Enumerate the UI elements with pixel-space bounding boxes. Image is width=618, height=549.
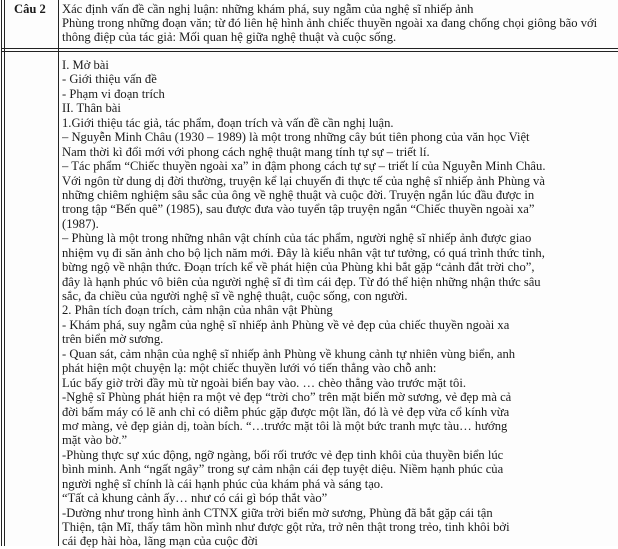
answer-line: mặt vào bờ.” [62,433,128,448]
answer-text [62,58,614,549]
answer-line: sắc, đa chiều của người nghệ sĩ về nghệ thuật, cuộc sống, con người. [62,289,408,303]
table-row-divider [1,48,618,49]
answer-line: (1987). [62,216,99,231]
answer-line: - Khám phá, suy ngẫm của nghệ sĩ nhiếp ảnh Phùng về vẻ đẹp của chiếc thuyền ngoài xa [62,317,510,332]
table-row-divider-inner [1,51,618,52]
answer-line: Nam thời kì đổi mới với phong cách nghệ thuật mang tính tự sự – triết lí. [62,144,430,159]
question-line: thông điệp của tác giả: Mối quan hệ giữa nghệ thuật và cuộc sống. [62,30,397,44]
answer-line: trên biển mờ sương. [62,332,164,347]
answer-line: bừng ngộ về nhận thức. Đoạn trích kể về phát hiện của Phùng khi bắt gặp “cảnh đắt trời cho”, [62,260,535,275]
answer-line: 2. Phân tích đoạn trích, cảm nhận của nhân vật Phùng [62,303,333,318]
answer-line: Lúc bấy giờ trời đầy mù từ ngoài biển bay vào. … chèo thẳng vào trước mặt tôi. [62,375,466,390]
answer-line: 1.Giới thiệu tác giả, tác phẩm, đoạn trích và vấn đề cần nghị luận. [62,115,394,130]
answer-line: - Giới thiệu vấn đề [62,72,157,87]
answer-line: - Quan sát, cảm nhận của nghệ sĩ nhiếp ảnh Phùng về khung cảnh tự nhiên vùng biển, anh [62,346,516,361]
answer-line: trong tập “Bến quê” (1985), sau được đưa vào tuyển tập truyện ngắn “Chiếc thuyền ngoài xa” [62,202,535,217]
answer-line: đời bấm máy có lẽ anh chỉ có diễm phúc gặp được một lần, đó là vẻ đẹp vừa cổ kính vừa [62,404,510,419]
answer-line: -Nghệ sĩ Phùng phát hiện ra một vẻ đẹp “trời cho” trên mặt biển mờ sương, vẻ đẹp mà cả [62,390,512,405]
answer-line: – Nguyễn Minh Châu (1930 – 1989) là một trong những cây bút tiên phong của văn học Việt [62,130,530,145]
answer-line: – Tác phẩm “Chiếc thuyền ngoài xa” in đậm phong cách tự sự – triết lí của Nguyễn Minh Châu. [62,159,546,174]
answer-line: Thiện, tận Mĩ, thấy tâm hồn mình như được gột rửa, trở nên thật trong trẻo, tinh khôi bởi [62,520,510,534]
answer-line: – Phùng là một trong những nhân vật chính của tác phẩm, người nghệ sĩ nhiếp ảnh được giao [62,231,532,246]
answer-line: bình minh. Anh “ngất ngây” trong sự cảm nhận cái đẹp tuyệt diệu. Niềm hạnh phúc của [62,462,504,477]
answer-line: đây là hạnh phúc vô biên của người nghệ sĩ đi tìm cái đẹp. Từ đó thể hiện những nhận thức sâu [62,274,541,289]
question-text [62,2,614,44]
answer-line: “Tất cả khung cảnh ấy… như có cái gì bóp thắt vào” [62,491,328,506]
table-left-border [1,0,2,546]
answer-line: -Dường như trong hình ảnh CTNX giữa trời biển mờ sương, Phùng đã bắt gặp cái tận [62,505,493,520]
answer-line: Với ngôn từ dung dị đời thường, truyện kể lại chuyến đi thực tế của nghệ sĩ nhiếp ảnh Phùng và [62,173,545,188]
question-line: Xác định vấn đề cần nghị luận: những khám phá, suy ngẫm của nghệ sĩ nhiếp ảnh [62,2,474,16]
table-column-divider [58,0,59,546]
answer-line: người nghệ sĩ chính là cái hạnh phúc của khám phá và sáng tạo. [62,476,384,491]
answer-line: nhiệm vụ đi săn ảnh cho bộ lịch năm mới. Đây là kiểu nhân vật tư tưởng, có quá trình thức tỉnh, [62,245,545,260]
answer-line: -Phùng thực sự xúc động, ngỡ ngàng, bối rối trước vẻ đẹp tinh khôi của thuyền biển lúc [62,447,504,462]
table-left-border-inner [4,0,5,546]
answer-line: II. Thân bài [62,101,121,116]
answer-line: - Phạm vi đoạn trích [62,86,165,101]
answer-line: I. Mở bài [62,58,109,72]
answer-line: phát hiện một chuyện lạ: một chiếc thuyền lưới vó tiến thẳng vào chỗ anh: [62,361,437,376]
answer-line: mơ màng, vẻ đẹp giản dị, toàn bích. “…trước mặt tôi là một bức tranh mực tàu… hướng [62,418,508,433]
answer-line: cái đẹp hài hòa, lãng mạn của cuộc đời [62,534,258,549]
question-label: Câu 2 [14,2,46,16]
answer-line: những chiêm nghiệm sâu sắc của ông về nghệ thuật và cuộc đời. Truyện ngắn lúc đầu được in [62,187,535,202]
question-line: Phùng trong những đoạn văn; từ đó liên hệ hình ảnh chiếc thuyền ngoài xa đang chống chọi giông bão với [62,16,598,30]
